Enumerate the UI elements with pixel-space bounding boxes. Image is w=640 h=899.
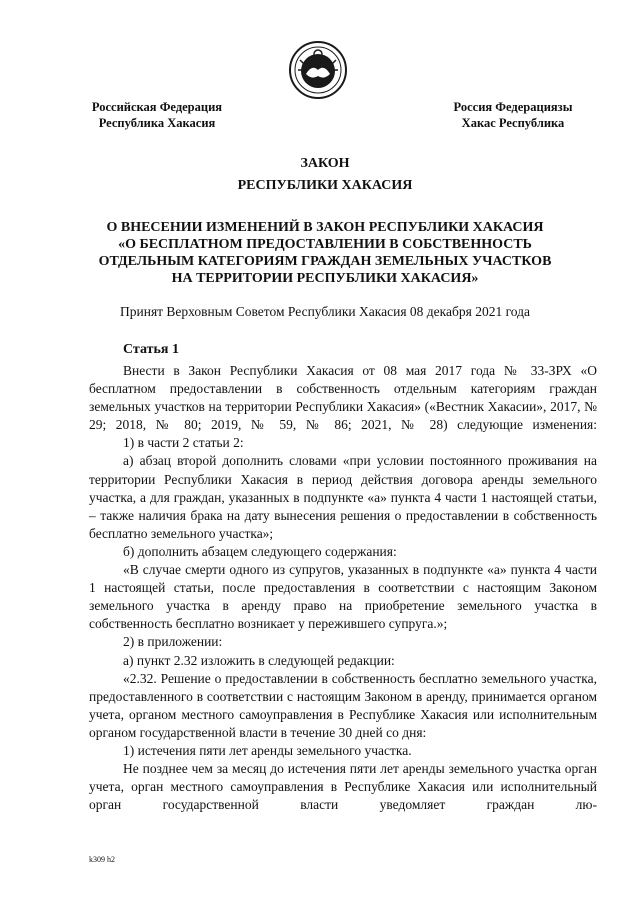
law-subtitle xyxy=(70,219,580,287)
paragraph: 1) истечения пяти лет аренды земельного участка. xyxy=(123,742,412,758)
subtitle-line-3: ОТДЕЛЬНЫМ КАТЕГОРИЯМ ГРАЖДАН ЗЕМЕЛЬНЫХ УЧАСТКОВ xyxy=(98,254,552,269)
header-right-republic: Хакас Республика xyxy=(461,116,565,130)
article-heading: Статья 1 xyxy=(123,342,179,357)
document-title xyxy=(70,153,580,197)
header-left-country: Российская Федерация xyxy=(91,100,223,114)
title-line-1: ЗАКОН xyxy=(300,156,350,171)
subtitle-line-2: «О БЕСПЛАТНОМ ПРЕДОСТАВЛЕНИИ В СОБСТВЕННОСТЬ xyxy=(118,237,532,252)
title-line-2: РЕСПУБЛИКИ ХАКАСИЯ xyxy=(237,178,413,193)
paragraph: 1) в части 2 статьи 2: xyxy=(123,435,244,451)
subtitle-line-4: НА ТЕРРИТОРИИ РЕСПУБЛИКИ ХАКАСИЯ» xyxy=(171,271,479,286)
paragraph: а) пункт 2.32 изложить в следующей редакции: xyxy=(123,652,395,668)
paragraph: «2.32. Решение о предоставлении в собственность бесплатно земельного участка, предоставленного в соответствии с настоящим Законом в аренду, принимается органом учета, органом местного самоуправления в Республике Хакасия или исполнительным органом государственной власти в течение 30 дней со дня: xyxy=(89,670,597,740)
paragraph: б) дополнить абзацем следующего содержания: xyxy=(123,543,397,559)
adoption-note: Принят Верховным Советом Республики Хакасия 08 декабря 2021 года xyxy=(120,304,530,319)
subtitle-line-1: О ВНЕСЕНИИ ИЗМЕНЕНИЙ В ЗАКОН РЕСПУБЛИКИ ХАКАСИЯ xyxy=(106,220,544,235)
paragraph: «В случае смерти одного из супругов, указанных в подпункте «а» пункта 4 части 1 настоящей статьи, после предоставления в соответствии с настоящим Законом земельного участка в аренду право на приобретение земельного участка в собственность бесплатно возникает у пережившего супруга.»; xyxy=(89,562,597,632)
paragraph: а) абзац второй дополнить словами «при условии постоянного проживания на территории Республики Хакасия в период действия договора аренды земельного участка, а для граждан, указанных в подпункте «а» пункта 4 части 1 настоящей статьи, – также наличия брака на дату вынесения решения о предоставлении в собственность бесплатно земельного участка»; xyxy=(89,453,597,541)
header-right-country: Россия Федерациязы xyxy=(453,100,573,114)
footer-code: k309 h2 xyxy=(89,855,115,864)
paragraph: 2) в приложении: xyxy=(123,634,223,650)
paragraph: Внести в Закон Республики Хакасия от 08 мая 2017 года № 33-ЗРХ «О бесплатном предоставлении в собственность отдельным категориям граждан земельных участков на территории Республики Хакасия» («Вестник Хакасии», 2017, № 29; 2018, № 80; 2019, № 59, № 86; 2021, № 28) следующие изменения: xyxy=(89,363,597,433)
header-left-republic: Республика Хакасия xyxy=(98,116,216,130)
header-right xyxy=(438,99,588,131)
paragraph: Не позднее чем за месяц до истечения пяти лет аренды земельного участка орган учета, орган местного самоуправления в Республике Хакасия или исполнительный орган государственной власти уведомляет граждан лю- xyxy=(89,761,597,813)
header-left xyxy=(82,99,232,131)
article-body xyxy=(89,362,597,814)
coat-of-arms-seal xyxy=(288,40,348,100)
